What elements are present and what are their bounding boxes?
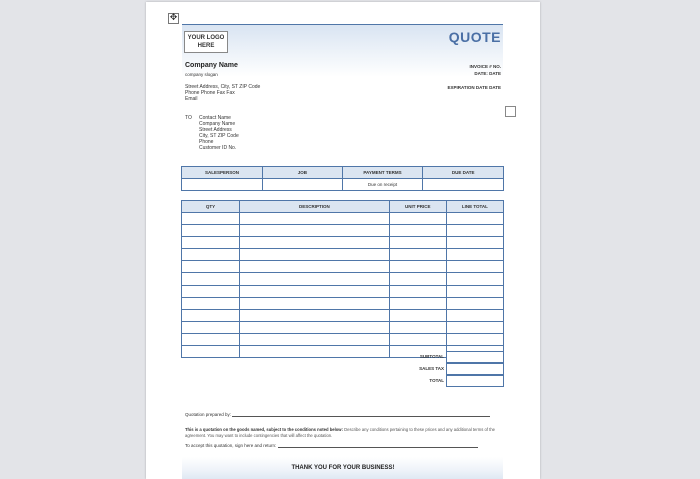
cell-description[interactable]: [240, 261, 390, 273]
company-phone-fax: Phone Phone Fax Fax: [185, 90, 235, 96]
recipient-city: City, ST ZIP Code: [199, 133, 239, 139]
cell-qty[interactable]: [182, 273, 240, 285]
company-name: Company Name: [185, 62, 238, 69]
cell-qty[interactable]: [182, 321, 240, 333]
table-header-row: [182, 201, 504, 213]
sales-tax-row: [419, 363, 504, 375]
cell-line-total[interactable]: [446, 225, 503, 237]
terms-lead: This is a quotation on the goods named, subject to the conditions noted below:: [185, 427, 343, 432]
cell-qty[interactable]: [182, 297, 240, 309]
cell-unit-price[interactable]: [389, 273, 446, 285]
cell-description[interactable]: [240, 225, 390, 237]
cell-unit-price[interactable]: [389, 297, 446, 309]
cell-payment-terms[interactable]: Due on receipt: [342, 179, 423, 191]
thank-you-message: THANK YOU FOR YOUR BUSINESS!: [291, 465, 395, 471]
subtotal-value[interactable]: [446, 351, 504, 363]
cell-line-total[interactable]: [446, 261, 503, 273]
table-row: [182, 261, 504, 273]
cell-qty[interactable]: [182, 285, 240, 297]
document-title: QUOTE: [448, 29, 501, 45]
terms-paragraph: [185, 427, 500, 438]
cell-line-total[interactable]: [446, 309, 503, 321]
cell-unit-price[interactable]: [389, 225, 446, 237]
cell-unit-price[interactable]: [389, 333, 446, 345]
table-row: [182, 213, 504, 225]
cell-salesperson[interactable]: [182, 179, 263, 191]
company-email: Email: [185, 96, 198, 102]
cell-qty[interactable]: [182, 225, 240, 237]
table-row: [182, 297, 504, 309]
table-row: [182, 333, 504, 345]
cell-description[interactable]: [240, 346, 390, 358]
cell-qty[interactable]: [182, 346, 240, 358]
table-row: [182, 237, 504, 249]
recipient-contact: Contact Name: [199, 115, 231, 121]
quote-date: DATE: DATE: [474, 71, 501, 76]
prepared-by-signature-line[interactable]: [232, 412, 490, 417]
cell-qty[interactable]: [182, 309, 240, 321]
cell-line-total[interactable]: [446, 285, 503, 297]
total-row: [429, 375, 504, 387]
cell-unit-price[interactable]: [389, 309, 446, 321]
cell-unit-price[interactable]: [389, 249, 446, 261]
cell-qty[interactable]: [182, 261, 240, 273]
cell-unit-price[interactable]: [389, 237, 446, 249]
invoice-number: INVOICE # NO.: [469, 64, 501, 69]
accept-signature-line[interactable]: [278, 443, 478, 448]
company-address-block: [185, 84, 260, 102]
header-payment-terms: PAYMENT TERMS: [342, 167, 423, 179]
company-slogan: company slogan: [185, 72, 218, 77]
table-move-handle-icon[interactable]: ✥: [169, 13, 178, 23]
cell-description[interactable]: [240, 273, 390, 285]
table-header-row: [182, 167, 504, 179]
cell-line-total[interactable]: [446, 273, 503, 285]
total-label: TOTAL: [429, 378, 444, 383]
accept-line: [185, 443, 478, 448]
cell-description[interactable]: [240, 285, 390, 297]
cell-job[interactable]: [263, 179, 343, 191]
recipient-block: [199, 115, 239, 151]
cell-line-total[interactable]: [446, 321, 503, 333]
total-value[interactable]: [446, 375, 504, 387]
cell-qty[interactable]: [182, 333, 240, 345]
table-row: [182, 285, 504, 297]
sales-info-table: [181, 166, 504, 191]
cell-description[interactable]: [240, 297, 390, 309]
expiration-date: EXPIRATION DATE DATE: [447, 85, 501, 90]
logo-line-2: HERE: [197, 43, 215, 49]
to-label: TO: [185, 115, 192, 121]
table-row: [182, 225, 504, 237]
header-due-date: DUE DATE: [423, 167, 504, 179]
recipient-phone: Phone: [199, 139, 214, 145]
quote-document: [146, 2, 540, 479]
company-street: Street Address, City, ST ZIP Code: [185, 84, 261, 90]
recipient-customer-id: Customer ID No.: [199, 145, 237, 151]
cell-line-total[interactable]: [446, 333, 503, 345]
sales-tax-label: SALES TAX: [419, 366, 444, 371]
cell-line-total[interactable]: [446, 249, 503, 261]
line-items-body: [182, 213, 504, 358]
accept-label: To accept this quotation, sign here and return:: [185, 443, 277, 448]
cell-unit-price[interactable]: [389, 321, 446, 333]
cell-description[interactable]: [240, 249, 390, 261]
recipient-street: Street Address: [199, 127, 232, 133]
subtotal-row: [419, 351, 504, 363]
cell-line-total[interactable]: [446, 213, 503, 225]
cell-description[interactable]: [240, 237, 390, 249]
cell-description[interactable]: [240, 213, 390, 225]
header-job: JOB: [263, 167, 343, 179]
line-items-table: [181, 200, 504, 358]
subtotal-label: SUBTOTAL: [419, 354, 444, 359]
cell-line-total[interactable]: [446, 297, 503, 309]
terms-detail[interactable]: Describe any conditions pertaining to these prices and any additional terms of the agreement. You may want to include contingencies that will affect the quotation.: [185, 427, 495, 438]
header-description: DESCRIPTION: [240, 201, 390, 213]
side-checkbox[interactable]: [505, 106, 516, 117]
cell-qty[interactable]: [182, 249, 240, 261]
prepared-by-line: [185, 412, 490, 417]
table-row: [182, 309, 504, 321]
sales-tax-value[interactable]: [446, 363, 504, 375]
cell-qty[interactable]: [182, 237, 240, 249]
cell-description[interactable]: [240, 333, 390, 345]
cell-line-total[interactable]: [446, 237, 503, 249]
table-row: [182, 321, 504, 333]
header-line-total: LINE TOTAL: [446, 201, 503, 213]
table-row: [182, 273, 504, 285]
cell-unit-price[interactable]: [389, 285, 446, 297]
cell-due-date[interactable]: [423, 179, 504, 191]
header-salesperson: SALESPERSON: [182, 167, 263, 179]
prepared-by-label: Quotation prepared by:: [185, 412, 232, 417]
logo-line-1: YOUR LOGO: [187, 35, 225, 41]
cell-unit-price[interactable]: [389, 261, 446, 273]
cell-description[interactable]: [240, 309, 390, 321]
logo-placeholder[interactable]: [184, 31, 228, 53]
header-qty: QTY: [182, 201, 240, 213]
cell-qty[interactable]: [182, 213, 240, 225]
recipient-company: Company Name: [199, 121, 236, 127]
table-row: [182, 179, 504, 191]
cell-unit-price[interactable]: [389, 213, 446, 225]
cell-description[interactable]: [240, 321, 390, 333]
header-unit-price: UNIT PRICE: [389, 201, 446, 213]
table-row: [182, 249, 504, 261]
